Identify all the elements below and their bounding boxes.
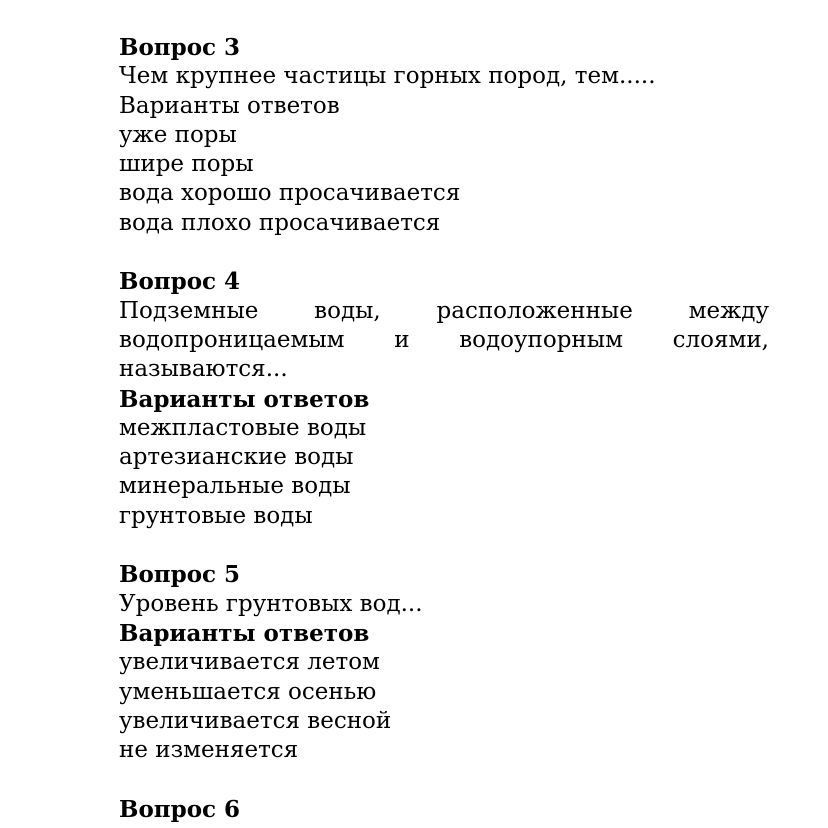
- question-4: [119, 267, 769, 531]
- question-title: Вопрос 5: [119, 561, 241, 589]
- spacer: [119, 765, 769, 794]
- question-3: [119, 33, 769, 238]
- question-text: Уровень грунтовых вод...: [119, 590, 423, 617]
- question-title: Вопрос 4: [119, 268, 241, 296]
- answer-option: минеральные воды: [119, 473, 351, 500]
- question-5: [119, 560, 769, 765]
- options-label: Варианты ответов: [119, 92, 340, 119]
- answer-option: увеличивается весной: [119, 707, 392, 734]
- question-text: Чем крупнее частицы горных пород, тем.....: [119, 63, 656, 90]
- answer-option: увеличивается летом: [119, 649, 380, 676]
- spacer: [119, 531, 769, 560]
- answer-option: шире поры: [119, 151, 254, 178]
- question-6: [119, 795, 769, 824]
- answer-option: не изменяется: [119, 737, 299, 764]
- answer-option: вода плохо просачивается: [119, 209, 441, 236]
- question-text-line: водопроницаемым и водоупорным слоями,: [119, 326, 769, 353]
- answer-option: грунтовые воды: [119, 502, 313, 529]
- question-text-line: Подземные воды, расположенные между: [119, 297, 769, 324]
- question-title: Вопрос 3: [119, 34, 241, 61]
- options-label: Варианты ответов: [119, 619, 370, 647]
- question-text-line: называются...: [119, 356, 288, 383]
- answer-option: уже поры: [119, 121, 237, 148]
- options-label: Варианты ответов: [119, 385, 370, 413]
- answer-option: межпластовые воды: [119, 414, 367, 441]
- answer-option: артезианские воды: [119, 444, 354, 471]
- answer-option: вода хорошо просачивается: [119, 180, 461, 207]
- answer-option: уменьшается осенью: [119, 678, 377, 705]
- question-title: Вопрос 6: [119, 795, 241, 823]
- document-page: [119, 33, 769, 824]
- spacer: [119, 238, 769, 267]
